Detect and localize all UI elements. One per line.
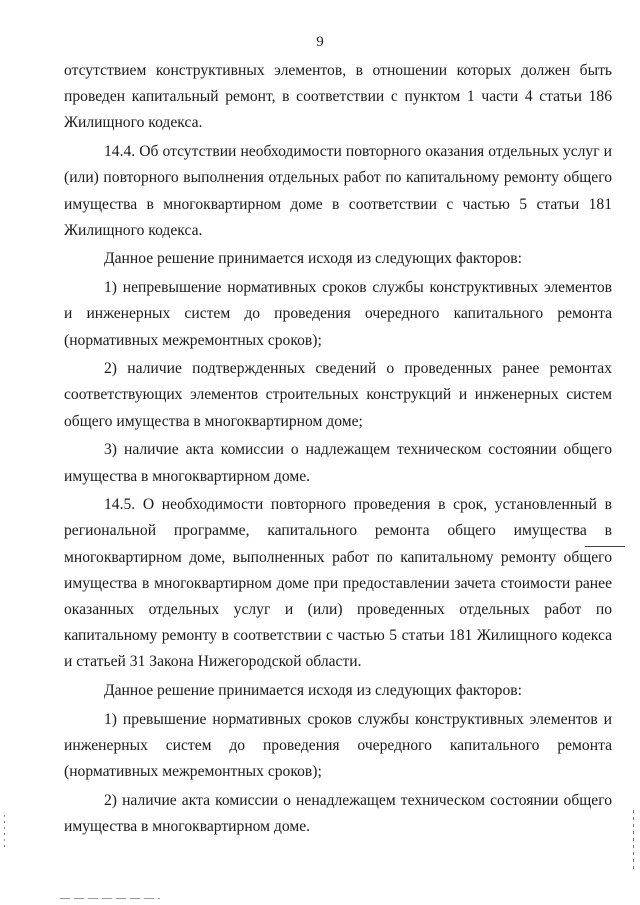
scan-artifact-line [585, 546, 625, 547]
paragraph-factor-3: 3) наличие акта комиссии о надлежащем техническом состоянии общего имущества в многоквартирном доме. [64, 441, 612, 485]
paragraph-factor-1: 1) непревышение нормативных сроков службы конструктивных элементов и инженерных систем до проведения очередного капитального ремонта (нормативных межремонтных сроков); [64, 279, 612, 349]
page-number: 9 [316, 34, 324, 50]
paragraph-factor-1-b: 1) превышение нормативных сроков службы конструктивных элементов и инженерных систем до проведения очередного капитального ремонта (нормативных межремонтных сроков); [64, 710, 612, 781]
paragraph-14-4: 14.4. Об отсутствии необходимости повторного оказания отдельных услуг и (или) повторного выполнения отдельных работ по капитальному ремонту общего имущества в многоквартирном доме в соответствии с частью 5 статьи 181 Жилищного кодекса. [64, 143, 612, 239]
paragraph-14-5: 14.5. О необходимости повторного проведения в срок, установленный в региональной программе, капитального ремонта общего имущества в многоквартирном доме, выполненных работ по капитальному ремонту общего имущества в многоквартирном доме при предоставлении зачета стоимости ранее оказанных отдельных услуг и (или) проведенных отдельных работ по капитальному ремонту в соответствии с частью 5 статьи 181 Жилищного кодекса и статьей 31 Закона Нижегородской области. [64, 496, 612, 671]
paragraph-factor-2: 2) наличие подтвержденных сведений о проведенных ранее ремонтах соответствующих элементов строительных конструкций и инженерных систем общего имущества в многоквартирном доме; [64, 360, 612, 430]
document-body [64, 58, 612, 840]
paragraph-factors-intro: Данное решение принимается исходя из следующих факторов: [104, 250, 522, 268]
paragraph-factors-intro-2: Данное решение принимается исходя из следующих факторов: [104, 682, 522, 700]
paragraph-factor-2-b: 2) наличие акта комиссии о ненадлежащем техническом состоянии общего имущества в многоквартирном доме. [64, 791, 612, 836]
scan-artifact-right-edge [633, 810, 634, 870]
scan-artifact-left-edge [4, 815, 5, 850]
scan-artifact-bottom [60, 898, 160, 899]
paragraph-continuation: отсутствием конструктивных элементов, в отношении которых должен быть проведен капитальный ремонт, в соответствии с пунктом 1 части 4 статьи 186 Жилищного кодекса. [64, 62, 612, 132]
